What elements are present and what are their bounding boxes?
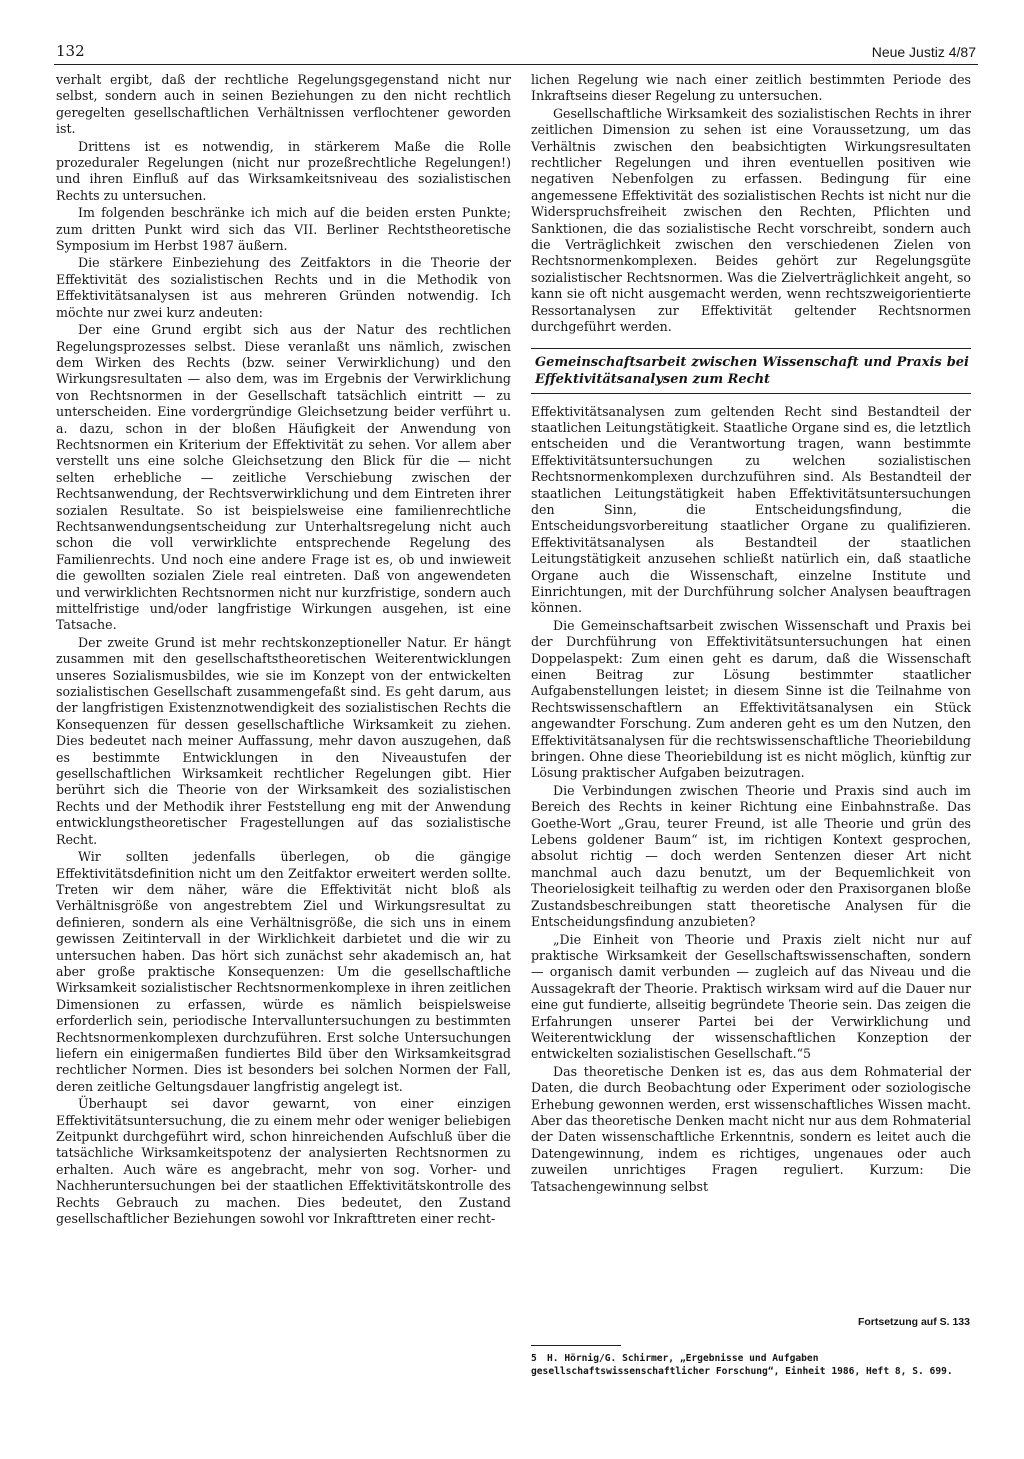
- footnote-rule: [531, 1345, 621, 1346]
- paragraph: Die Verbindungen zwischen Theorie und Praxis sind auch im Bereich des Rechts in keiner Richtung eine Einbahnstraße. Das Goethe-Wort „Grau, teurer Freund, ist alle Theorie und grün des Lebens goldener Baum“ ist, im richtigen Kontext gesprochen, absolut richtig — doch werden Sentenzen dieser Art nicht manchmal auch dazu benutzt, um der Bequemlichkeit von Theorielosigkeit teilhaftig zu werden oder den Praxisorganen bloße Zustandsbeschreibungen statt theoretische Analysen für die Entscheidungsfindung anzubieten?: [531, 782, 971, 930]
- paragraph: Der eine Grund ergibt sich aus der Natur des rechtlichen Regelungsprozesses selbst. Diese veranlaßt uns nämlich, zwischen dem Wirken des Rechts (bzw. seiner Verwirklichung) und den Wirkungsresultaten — also dem, was im Ergebnis der Verwirklichung von Rechtsnormen in der Gesellschaft tatsächlich eintritt — zu unterscheiden. Eine vordergründige Gleichsetzung beider verführt u. a. dazu, schon in der bloßen Häufigkeit der Anwendung von Rechtsnormen ein Kriterium der Effektivität zu sehen. Vor allem aber verstellt uns eine solche Gleichsetzung den Blick für die — nicht selten erhebliche — zeitliche Verschiebung zwischen der Rechtsanwendung, der Rechtsverwirklichung und dem Eintreten ihrer sozialen Resultate. So ist beispielsweise eine familienrechtliche Rechtsanwendungsentscheidung zur Unterhaltsregelung nicht auch schon die voll verwirklichte entsprechende Regelung des Familienrechts. Und noch eine andere Frage ist es, ob und inwieweit die gewollten sozialen Ziele real eintreten. Daß von angewendeten und verwirklichten Rechtsnormen nicht nur kurzfristige, sondern auch mittelfristige und/oder langfristige Wirkungen ausgehen, ist eine Tatsache.: [56, 322, 511, 633]
- paragraph: Im folgenden beschränke ich mich auf die beiden ersten Punkte; zum dritten Punkt wird sich das VII. Berliner Rechtstheoretische Symposium im Herbst 1987 äußern.: [56, 205, 511, 254]
- paragraph: Das theoretische Denken ist es, das aus dem Rohmaterial der Daten, die durch Beobachtung oder Experiment oder soziologische Erhebung gewonnen werden, erst wissenschaftliches Wissen macht. Aber das theoretische Denken macht nicht nur aus dem Rohmaterial der Daten wissenschaftliche Erkenntnis, sondern es leitet auch die Datengewinnung, indem es richtiges, ungenaues oder auch zuweilen unrichtiges Fragen reguliert. Kurzum: Die Tatsachengewinnung selbst: [531, 1063, 971, 1194]
- header-rule: [54, 64, 978, 65]
- quotation-paragraph: „Die Einheit von Theorie und Praxis zielt nicht nur auf praktische Wirksamkeit der Gesellschaftswissenschaften, sondern — organisch damit verbunden — zugleich auf das Niveau und die Aussagekraft der Theorie. Praktisch wirksam wird auf die Dauer nur eine gut fundierte, allseitig begründete Theorie sein. Das zeigen die Erfahrungen unserer Partei bei der Verwirklichung und Weiterentwicklung der wissenschaftlichen Konzeption der entwickelten sozialistischen Gesellschaft.“5: [531, 931, 971, 1062]
- paragraph: Drittens ist es notwendig, in stärkerem Maße die Rolle prozeduraler Regelungen (nicht nur prozeßrechtliche Regelungen!) und ihren Einfluß auf das Wirksamkeitsniveau des sozialistischen Rechts zu untersuchen.: [56, 138, 511, 203]
- paragraph: lichen Regelung wie nach einer zeitlich bestimmten Periode des Inkraftseins dieser Regelung zu untersuchen.: [531, 72, 971, 104]
- footnote-text: H. Hörnig/G. Schirmer, „Ergebnisse und Aufgaben gesellschaftswissenschaftlicher Forschung“, Einheit 1986, Heft 8, S. 699.: [531, 1353, 953, 1377]
- paragraph: Effektivitätsanalysen zum geltenden Recht sind Bestandteil der staatlichen Leitungstätigkeit. Staatliche Organe sind es, die letztlich entscheiden und die Verantwortung tragen, wann bestimmte Effektivitätsuntersuchungen zu welchen sozialistischen Rechtsnormenkomplexen durchzuführen sind. Als Bestandteil der staatlichen Leitungstätigkeit haben Effektivitätsuntersuchungen den Sinn, die Entscheidungsfindung, die Entscheidungsvorbereitung staatlicher Organe zu qualifizieren. Effektivitätsanalysen als Bestandteil der staatlichen Leitungstätigkeit anzusehen schließt natürlich ein, daß staatliche Organe auch die Wissenschaft, einzelne Institute und Einrichtungen, mit der Durchführung solcher Analysen beauftragen können.: [531, 403, 971, 616]
- section-heading: Gemeinschaftsarbeit zwischen Wissenschaft und Praxis bei Effektivitätsanalysen zum Recht: [531, 348, 971, 394]
- paragraph: Der zweite Grund ist mehr rechtskonzeptioneller Natur. Er hängt zusammen mit den gesellschaftstheoretischen Weiterentwicklungen unseres Sozialismusbildes, wie sie im Konzept von der entwickelten sozialistischen Gesellschaft zusammengefaßt sind. Es geht darum, aus der langfristigen Existenznotwendigkeit des sozialistischen Rechts die Konsequenzen für dessen gesellschaftliche Wirksamkeit zu ziehen. Dies bedeutet nach meiner Auffassung, mehr davon auszugehen, daß es bestimmte Entwicklungen in den Niveaustufen der gesellschaftlichen Wirksamkeit rechtlicher Regelungen gibt. Hier berührt sich die Theorie von der Wirksamkeit des sozialistischen Rechts und der Methodik ihrer Feststellung eng mit der Anwendung entwicklungstheoretischer Fragestellungen auf das sozialistische Recht.: [56, 634, 511, 847]
- paragraph: Wir sollten jedenfalls überlegen, ob die gängige Effektivitätsdefinition nicht um den Zeitfaktor erweitert werden sollte. Treten wir dem näher, wäre die Effektivität nicht bloß als Verhältnisgröße von angestrebtem Ziel und Wirkungsresultat zu definieren, sondern als eine Verhältnisgröße, die sich uns in einem gewissen Zeitintervall in der Wirklichkeit darbietet und die wir zu untersuchen haben. Das hört sich zunächst sehr akademisch an, hat aber große praktische Konsequenzen: Um die gesellschaftliche Wirksamkeit sozialistischer Rechtsnormenkomplexe in ihren zeitlichen Dimensionen zu erfassen, würde es nämlich beispielsweise erforderlich sein, periodische Intervalluntersuchungen zu bestimmten Rechtsnormenkomplexen durchzuführen. Erst solche Untersuchungen liefern ein einigermaßen fundiertes Bild über den Wirksamkeitsgrad rechtlicher Normen. Dies ist besonders bei solchen Normen der Fall, deren zeitliche Geltungsdauer langfristig angelegt ist.: [56, 849, 511, 1094]
- paragraph: Gesellschaftliche Wirksamkeit des sozialistischen Rechts in ihrer zeitlichen Dimension zu sehen ist eine Voraussetzung, um das Verhältnis zwischen den beabsichtigten Wirkungsresultaten rechtlicher Regelungen und ihren eventuellen positiven wie negativen Nebenfolgen zu erfassen. Bedingung für eine angemessene Effektivität des sozialistischen Rechts ist nicht nur die Widerspruchsfreiheit zwischen den Rechten, Pflichten und Sanktionen, die das sozialistische Recht vorschreibt, sondern auch die Verträglichkeit zwischen den verschiedenen Zielen von Rechtsnormenkomplexen. Beides gehört zur Regelungsgüte sozialistischer Rechtsnormen. Was die Zielverträglichkeit angeht, so kann sie oft nicht ausgemacht werden, wenn rechtszweigorientierte Ressortanalysen zur Effektivität geltender Rechtsnormen durchgeführt werden.: [531, 105, 971, 335]
- page-number: 132: [56, 42, 85, 60]
- paragraph: Die stärkere Einbeziehung des Zeitfaktors in die Theorie der Effektivität des sozialistischen Rechts und in die Methodik von Effektivitätsanalysen ist aus mehreren Gründen notwendig. Ich möchte nur zwei kurz andeuten:: [56, 255, 511, 320]
- left-column: [56, 72, 511, 1227]
- paragraph: Die Gemeinschaftsarbeit zwischen Wissenschaft und Praxis bei der Durchführung von Effektivitätsuntersuchungen hat einen Doppelaspekt: Zum einen geht es darum, daß die Wissenschaft einen Beitrag zur Lösung bestimmter staatlicher Aufgabenstellungen leistet; in diesem Sinne ist die Teilnahme von Rechtswissenschaftlern an Effektivitätsanalysen ein Stück angewandter Forschung. Zum anderen geht es um den Nutzen, den Effektivitätsanalysen für die rechtswissenschaftliche Theoriebildung bringen. Ohne diese Theoriebildung ist es nicht möglich, künftig zur Lösung praktischer Aufgaben beizutragen.: [531, 617, 971, 781]
- journal-reference: Neue Justiz 4/87: [871, 44, 976, 60]
- continuation-note: Fortsetzung auf S. 133: [857, 1316, 970, 1328]
- footnote: [531, 1352, 971, 1378]
- footnote-mark: 5: [531, 1353, 537, 1364]
- paragraph: verhalt ergibt, daß der rechtliche Regelungsgegenstand nicht nur selbst, sondern auch in seinen Beziehungen zu den nicht rechtlich geregelten gesellschaftlichen Verhältnissen verflochtener geworden ist.: [56, 72, 511, 137]
- right-column: [531, 72, 971, 1195]
- paragraph: Überhaupt sei davor gewarnt, von einer einzigen Effektivitätsuntersuchung, die zu einem mehr oder weniger beliebigen Zeitpunkt durchgeführt wird, schon hinreichenden Aufschluß über die tatsächliche Wirksamkeitspotenz der analysierten Rechtsnormen zu erhalten. Auch wäre es angebracht, mehr von sog. Vorher- und Nachheruntersuchungen bei der staatlichen Effektivitätskontrolle des Rechts Gebrauch zu machen. Dies bedeutet, den Zustand gesellschaftlicher Beziehungen sowohl vor Inkrafttreten einer recht-: [56, 1096, 511, 1227]
